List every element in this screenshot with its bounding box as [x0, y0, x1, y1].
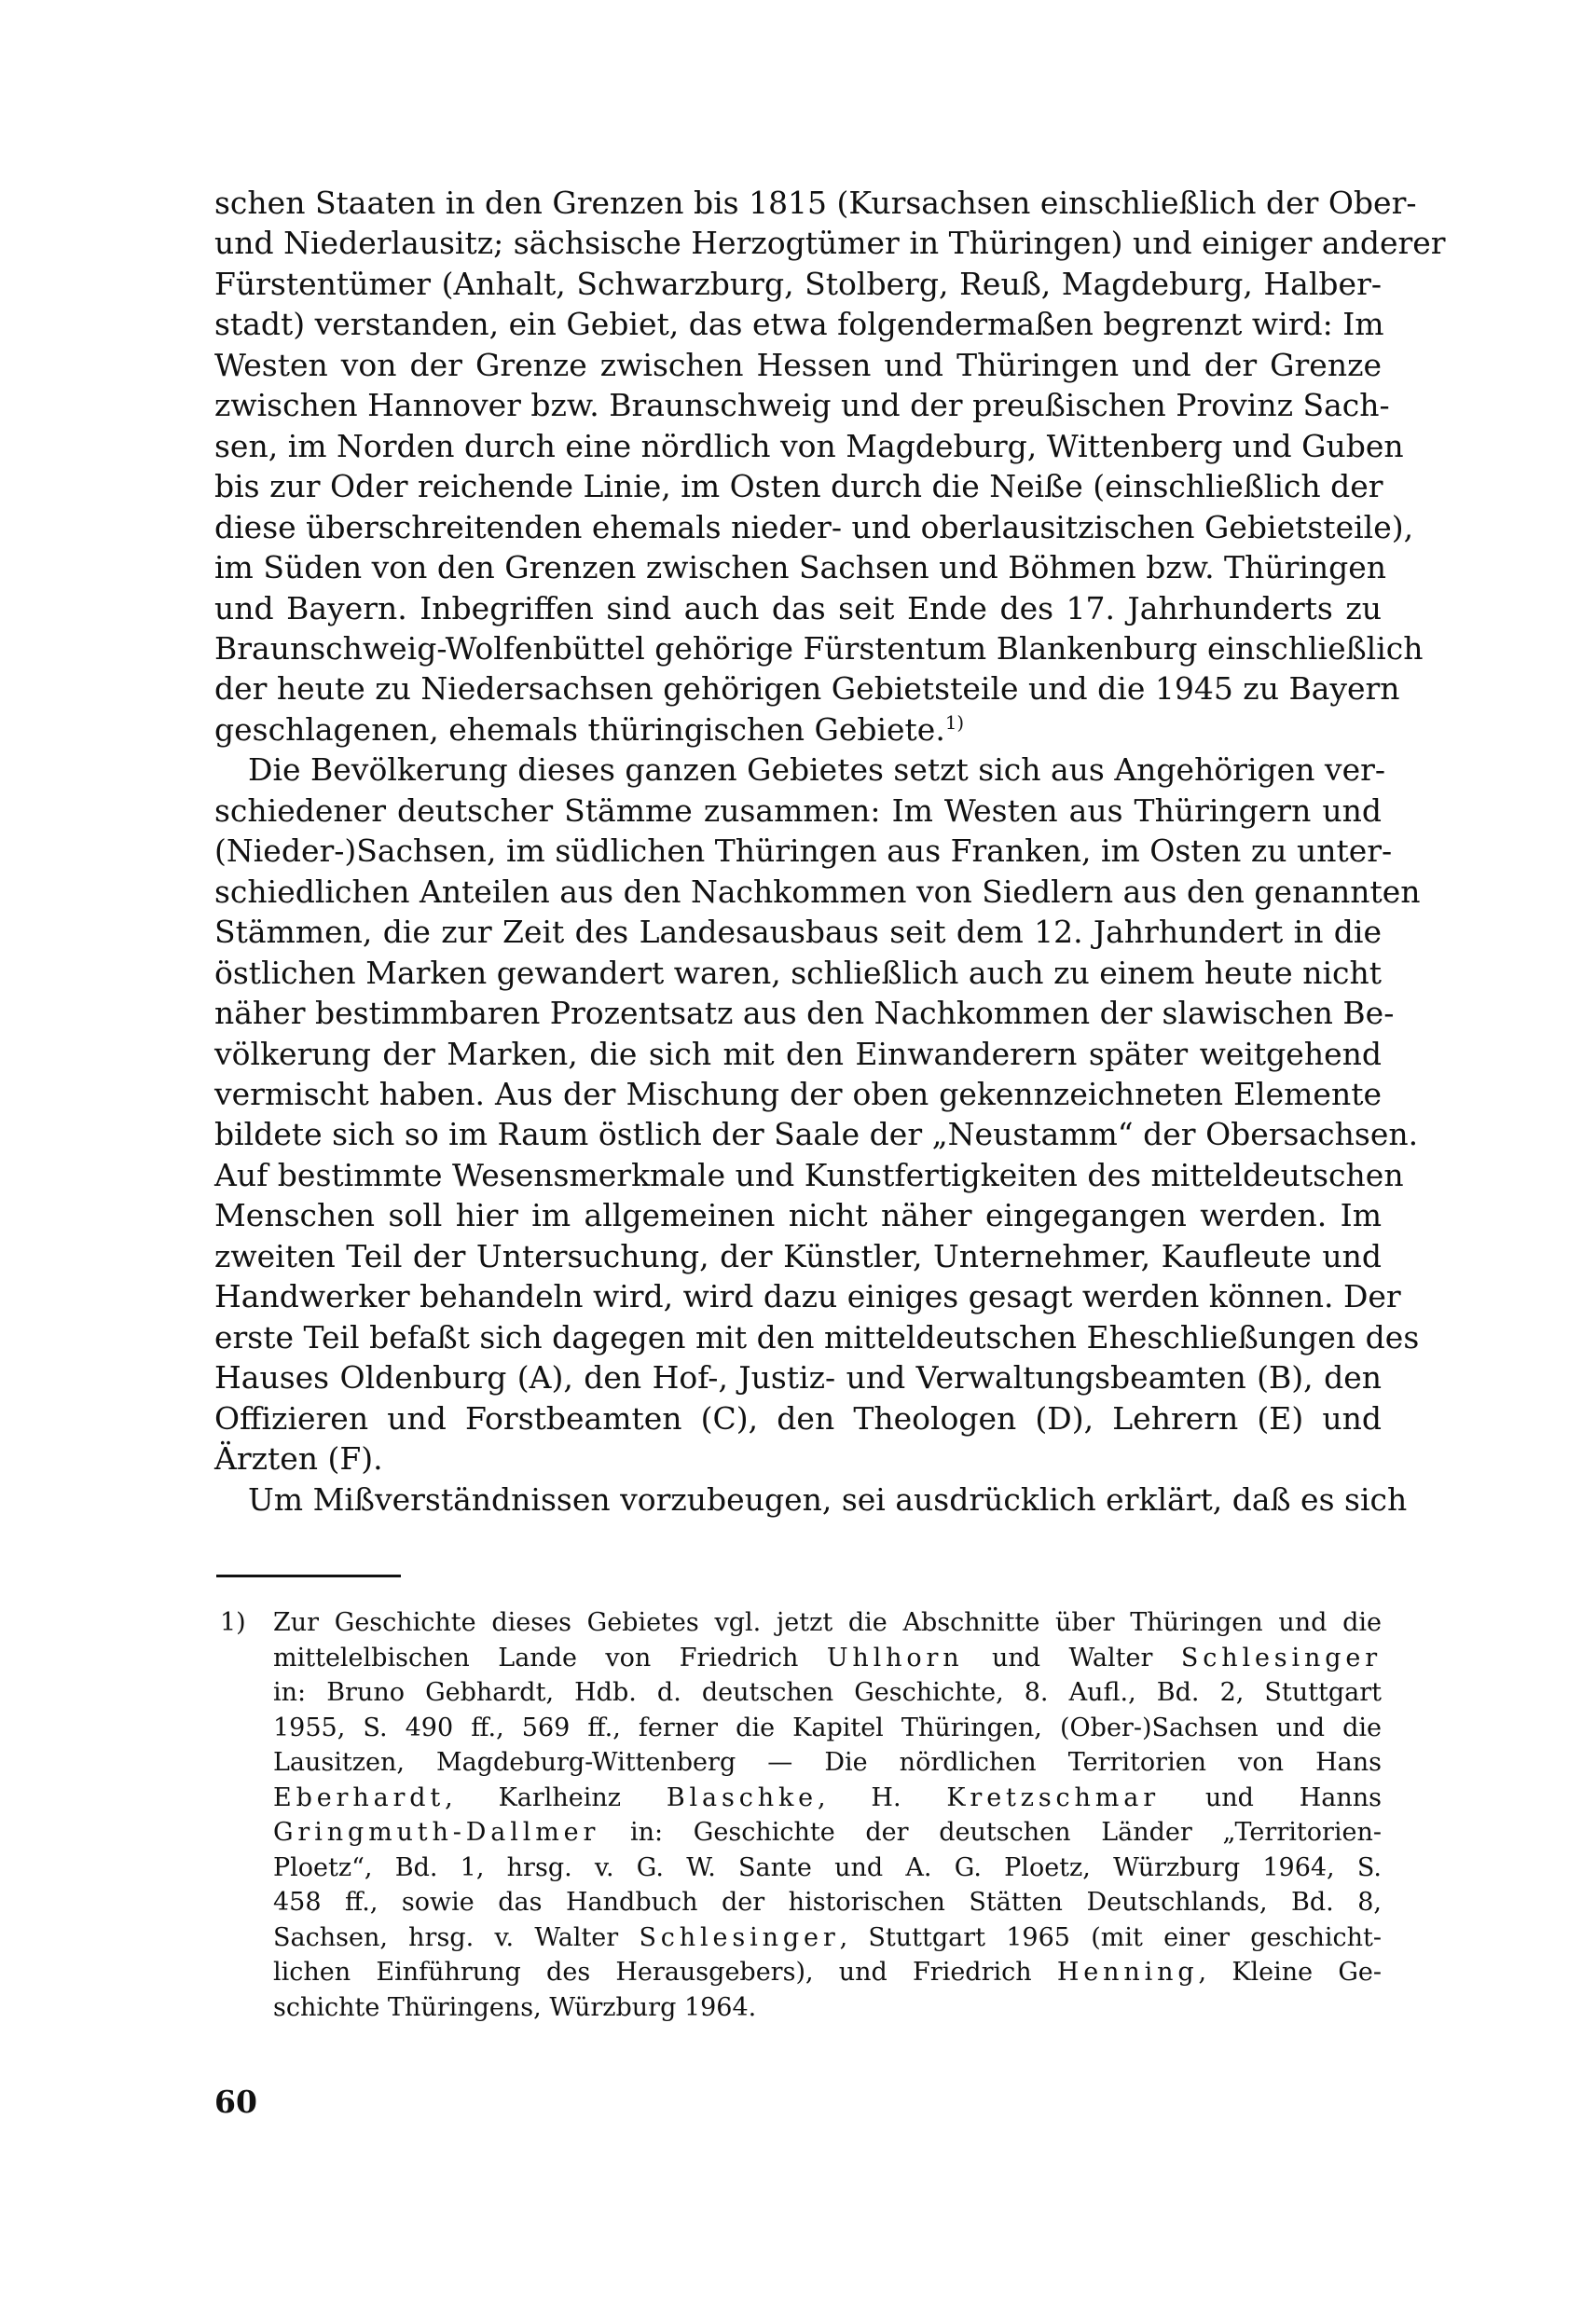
author-name: Kretzschmar [946, 1782, 1160, 1812]
text-line: völkerung der Marken, die sich mit den Einwanderern später weitgehend [214, 1035, 1382, 1072]
text-line: schiedlichen Anteilen aus den Nachkommen von Siedlern aus den genannten [214, 873, 1421, 910]
text-line: der heute zu Niedersachsen gehörigen Gebietsteile und die 1945 zu Bayern [214, 670, 1400, 708]
footnote-marker: 1) [220, 1608, 246, 1637]
footnote-reference: 1) [944, 711, 965, 734]
text-line: Offizieren und Forstbeamten (C), den Theologen (D), Lehrern (E) und [214, 1399, 1382, 1437]
author-name: Gringmuth-Dallmer [273, 1818, 600, 1847]
text-line: Auf bestimmte Wesensmerkmale und Kunstfertigkeiten des mitteldeutschen [214, 1156, 1404, 1193]
text-line: und Bayern. Inbegriffen sind auch das seit Ende des 17. Jahrhunderts zu [214, 589, 1382, 626]
text-line: Hauses Oldenburg (A), den Hof-, Justiz- und Verwaltungsbeamten (B), den [214, 1359, 1382, 1397]
text-line [214, 709, 1382, 750]
author-name: Eberhardt [273, 1782, 446, 1812]
author-name: Henning [1056, 1958, 1199, 1987]
text-line: sen, im Norden durch eine nördlich von Magdeburg, Wittenberg und Guben [214, 427, 1404, 464]
paragraph-3 [214, 1479, 1408, 1520]
footnote-line [273, 1745, 1382, 1781]
paragraph-1 [214, 183, 1446, 750]
author-name: Schlesinger [639, 1922, 840, 1952]
footnote-text: , Kleine Ge- [1198, 1958, 1382, 1987]
text-line: Braunschweig-Wolfenbüttel gehörige Fürstentum Blankenburg einschließlich [214, 629, 1424, 667]
text-line: erste Teil befaßt sich dagegen mit den mitteldeutschen Eheschließungen des [214, 1318, 1420, 1356]
footnote-line [273, 1990, 1382, 2026]
footnote-text: und Walter [963, 1643, 1181, 1672]
footnote-line [273, 1955, 1382, 1990]
footnote-body [273, 1605, 1382, 2025]
footnote-text: Lausitzen, Magdeburg-Wittenberg — Die nördlichen Territorien von Hans [273, 1748, 1382, 1777]
footnote-text: Ploetz“, Bd. 1, hrsg. v. G. W. Sante und A. G. Ploetz, Würzburg 1964, S. [273, 1852, 1382, 1882]
text-line: Die Bevölkerung dieses ganzen Gebietes setzt sich aus Angehörigen ver- [248, 751, 1386, 789]
footnote-text: lichen Einführung des Herausgebers), und Friedrich [273, 1958, 1057, 1987]
text-line: Ärzten (F). [214, 1440, 383, 1478]
footnote-separator [216, 1575, 401, 1577]
footnote-text: mittelelbischen Lande von Friedrich [273, 1643, 827, 1672]
footnote-line [273, 1641, 1382, 1676]
footnote-text: Zur Geschichte dieses Gebietes vgl. jetzt die Abschnitte über Thüringen und die [273, 1608, 1382, 1637]
paragraph-2 [214, 750, 1421, 1479]
text-line: Stämmen, die zur Zeit des Landesausbaus seit dem 12. Jahrhundert in die [214, 914, 1382, 951]
main-text [214, 183, 1446, 1520]
footnote-line [273, 1711, 1382, 1746]
text-line: im Süden von den Grenzen zwischen Sachsen und Böhmen bzw. Thüringen [214, 549, 1387, 586]
text-line: Fürstentümer (Anhalt, Schwarzburg, Stolberg, Reuß, Magdeburg, Halber- [214, 265, 1382, 302]
text-line: östlichen Marken gewandert waren, schließlich auch zu einem heute nicht [214, 954, 1382, 991]
text-line: zweiten Teil der Untersuchung, der Künstler, Unternehmer, Kaufleute und [214, 1237, 1382, 1274]
text-line: bis zur Oder reichende Linie, im Osten durch die Neiße (einschließlich der [214, 468, 1383, 505]
footnote-text: , Karlheinz [445, 1782, 667, 1812]
text-line: näher bestimmbaren Prozentsatz aus den Nachkommen der slawischen Be- [214, 995, 1395, 1032]
text-line: Westen von der Grenze zwischen Hessen und Thüringen und der Grenze [214, 346, 1382, 383]
text-line: und Niederlausitz; sächsische Herzogtümer in Thüringen) und einiger anderer [214, 225, 1446, 262]
author-name: Uhlhorn [826, 1643, 964, 1672]
text-line: (Nieder-)Sachsen, im südlichen Thüringen aus Franken, im Osten zu unter- [214, 833, 1393, 870]
text-line: Um Mißverständnissen vorzubeugen, sei ausdrücklich erklärt, daß es sich [248, 1480, 1408, 1518]
text-line-content: geschlagenen, ehemals thüringischen Gebiete. [214, 710, 945, 748]
footnote-text: und Hanns [1159, 1782, 1382, 1812]
author-name: Schlesinger [1180, 1643, 1382, 1672]
text-line: stadt) verstanden, ein Gebiet, das etwa folgendermaßen begrenzt wird: Im [214, 306, 1384, 343]
text-line: diese überschreitenden ehemals nieder- und oberlausitzischen Gebietsteile), [214, 508, 1414, 545]
footnote-line [273, 1605, 1382, 1641]
text-line: vermischt haben. Aus der Mischung der oben gekennzeichneten Elemente [214, 1075, 1382, 1112]
footnote-text: 1955, S. 490 ff., 569 ff., ferner die Kapitel Thüringen, (Ober-)Sachsen und die [273, 1713, 1382, 1742]
footnote-line [273, 1781, 1382, 1816]
footnote-text: schichte Thüringens, Würzburg 1964. [273, 1992, 757, 2022]
footnote-line [273, 1920, 1382, 1956]
page-number: 60 [214, 2084, 257, 2120]
footnote-text: 458 ff., sowie das Handbuch der historischen Stätten Deutschlands, Bd. 8, [273, 1888, 1382, 1917]
text-line: bildete sich so im Raum östlich der Saale der „Neustamm“ der Obersachsen. [214, 1116, 1419, 1153]
footnote-text: Sachsen, hrsg. v. Walter [273, 1922, 640, 1952]
text-line: schen Staaten in den Grenzen bis 1815 (Kursachsen einschließlich der Ober- [214, 185, 1417, 221]
author-name: Blaschke [666, 1782, 819, 1812]
footnote-text: in: Bruno Gebhardt, Hdb. d. deutschen Geschichte, 8. Aufl., Bd. 2, Stuttgart [273, 1678, 1382, 1707]
footnote-line [273, 1815, 1382, 1851]
text-line: Menschen soll hier im allgemeinen nicht näher eingegangen werden. Im [214, 1197, 1382, 1234]
footnote-line [273, 1885, 1382, 1920]
footnote-text: in: Geschichte der deutschen Länder „Territorien- [599, 1818, 1382, 1847]
footnote-text: , H. [818, 1782, 947, 1812]
footnote-text: , Stuttgart 1965 (mit einer geschicht- [839, 1922, 1382, 1952]
text-line: Handwerker behandeln wird, wird dazu einiges gesagt werden können. Der [214, 1278, 1401, 1315]
footnote-line [273, 1675, 1382, 1711]
text-line: schiedener deutscher Stämme zusammen: Im Westen aus Thüringern und [214, 791, 1382, 829]
footnote-line [273, 1851, 1382, 1886]
text-line: zwischen Hannover bzw. Braunschweig und der preußischen Provinz Sach- [214, 387, 1390, 424]
